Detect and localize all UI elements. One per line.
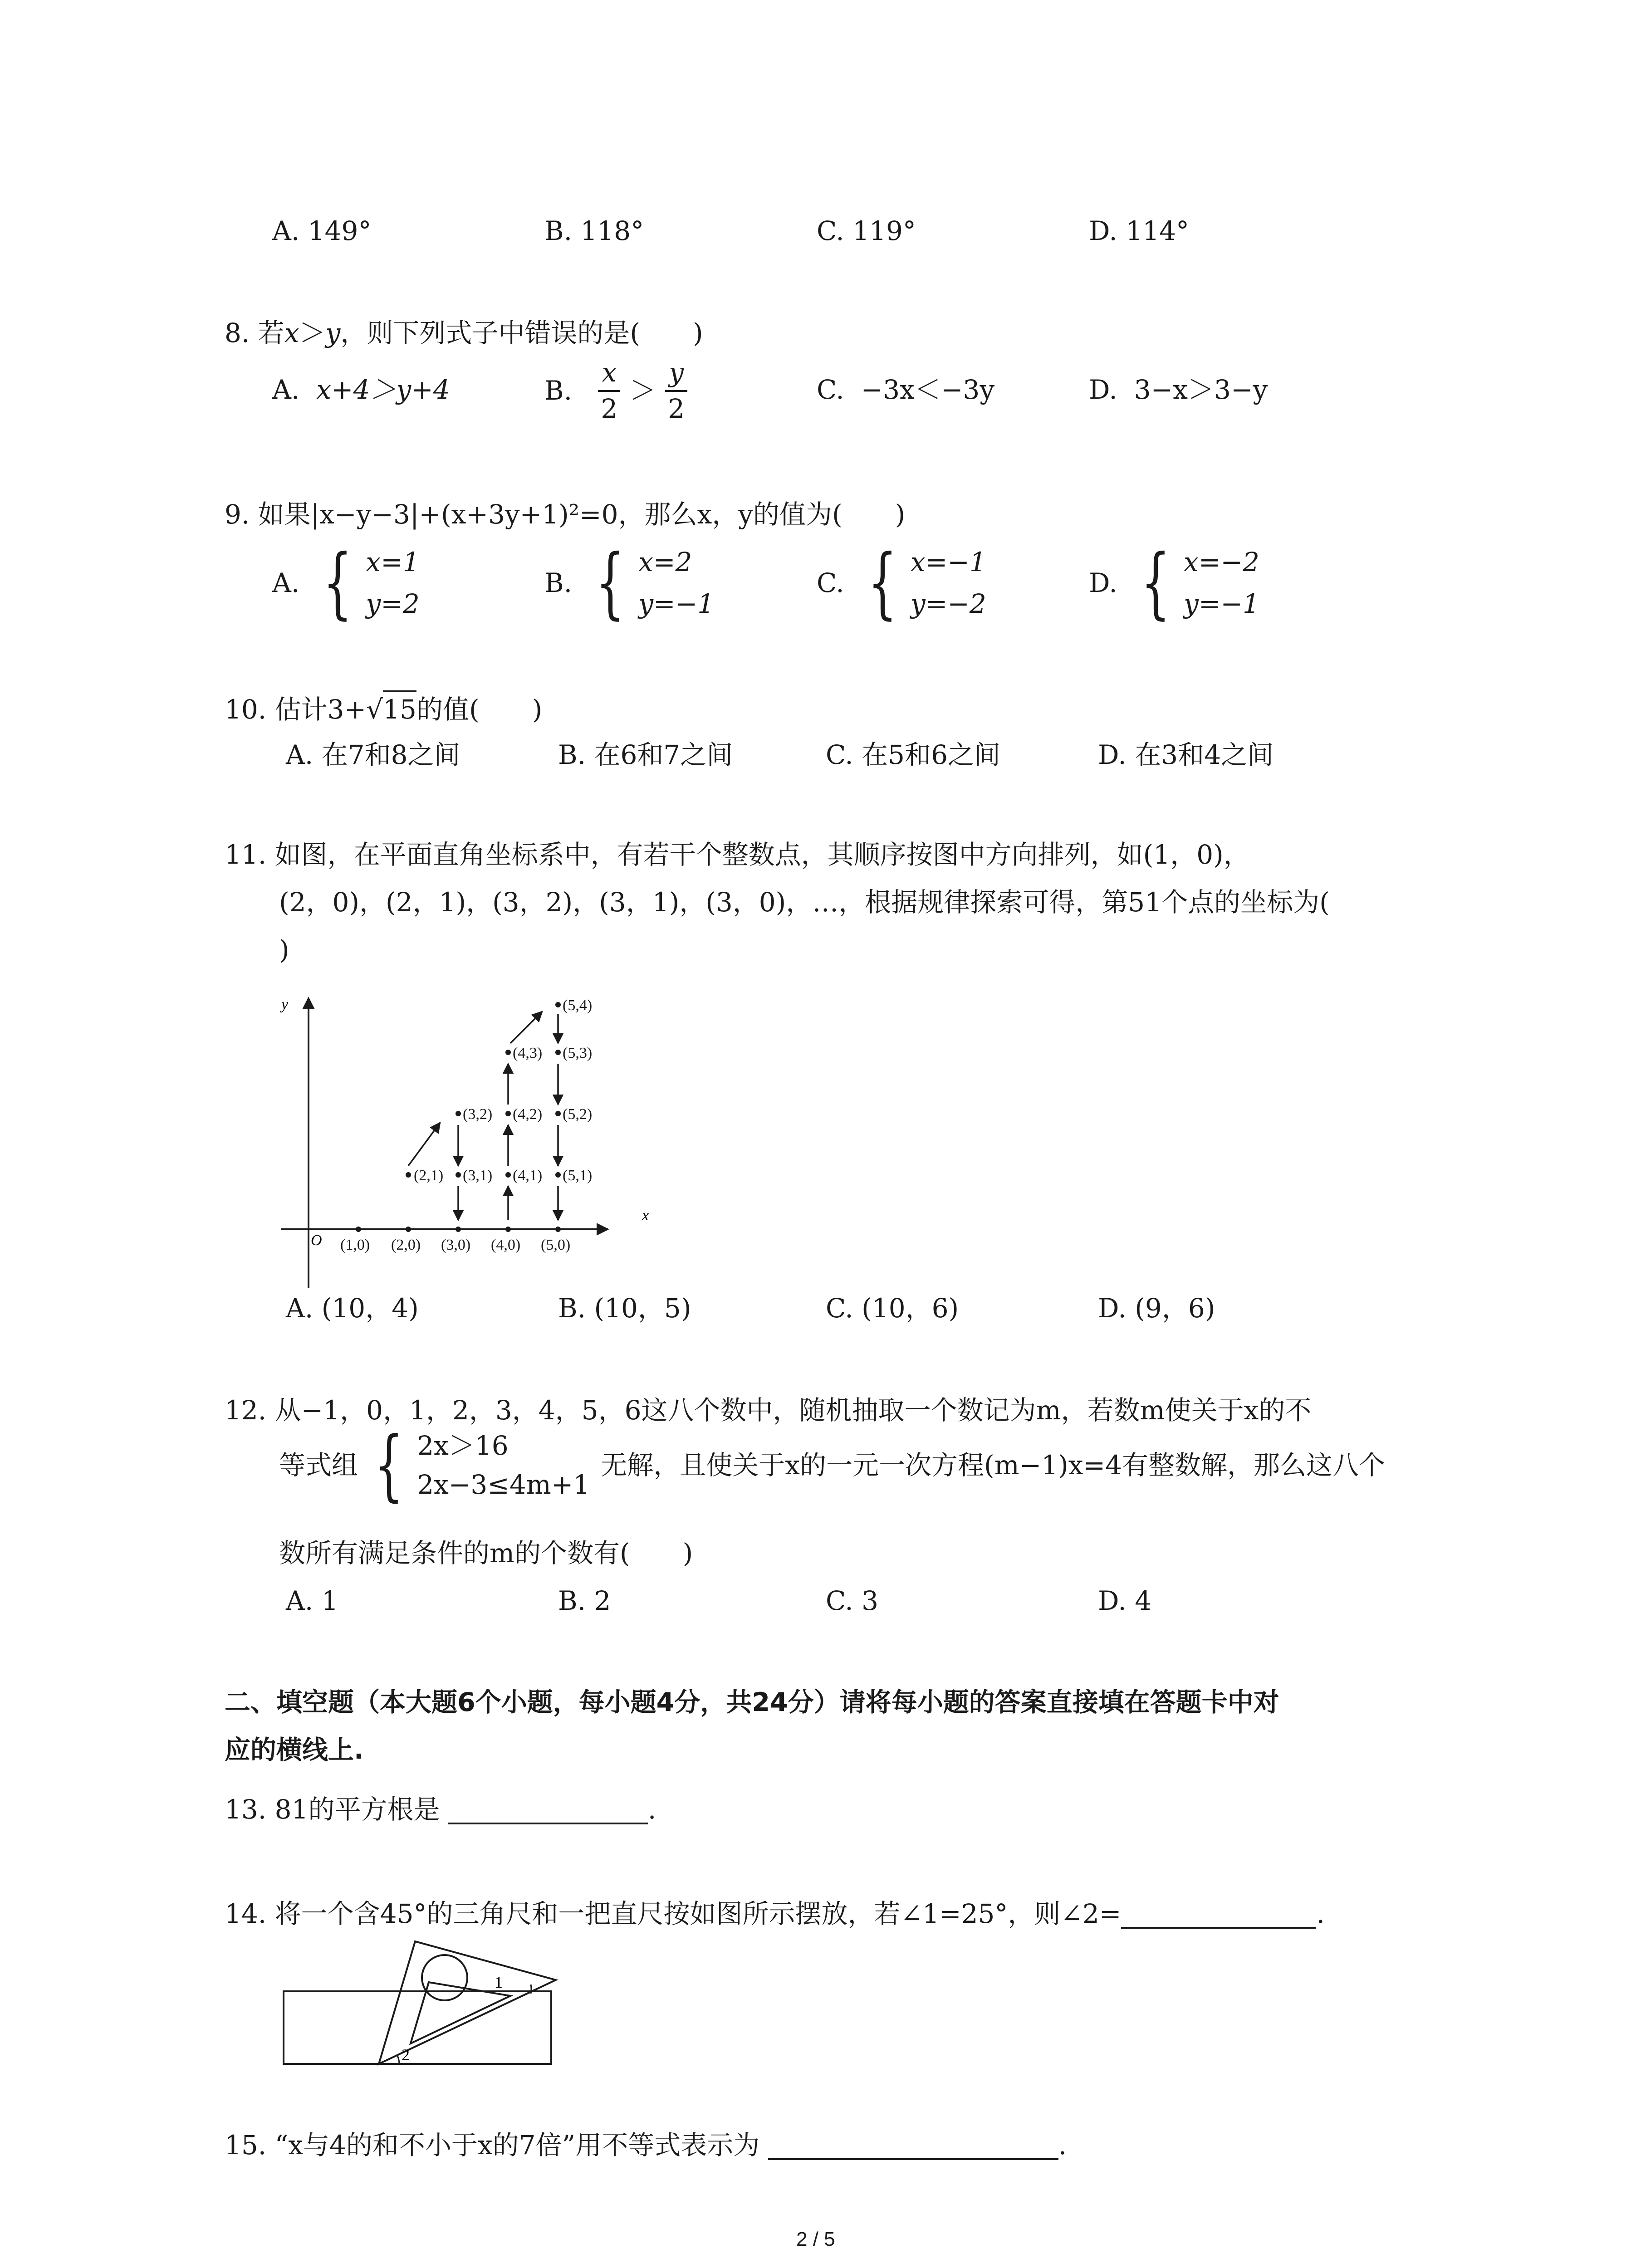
q12-option-b: B. 2	[558, 1585, 611, 1616]
point	[456, 1172, 461, 1178]
q9-option-c	[817, 538, 986, 628]
section-2-heading-line2: 应的横线上.	[225, 1735, 364, 1765]
q14-text: 14. 将一个含45°的三角尺和一把直尺按如图所示摆放，若∠1=25°，则∠2=	[225, 1898, 1122, 1929]
triangle-hole	[422, 1955, 467, 2000]
point-label: (2,0)	[391, 1237, 421, 1253]
q11-option-b: B. (10，5)	[558, 1293, 691, 1324]
q8-option-d-expr: 3−x＞3−y	[1134, 374, 1268, 405]
q12-stem-line3: 数所有满足条件的m的个数有( )	[279, 1538, 693, 1569]
q13-answer-blank[interactable]	[448, 1796, 648, 1824]
q12-inequality-1: 2x＞16	[417, 1430, 509, 1461]
point-label: (5,1)	[563, 1167, 593, 1184]
q8-option-c-expr: −3x＜−3y	[861, 374, 995, 405]
point	[555, 1050, 561, 1055]
q9-option-c-system: x=−1 y=−2	[910, 547, 986, 619]
q9-option-b-system: x=2 y=−1	[638, 547, 715, 619]
q9-option-d-system: x=−2 y=−1	[1184, 547, 1259, 619]
q11-option-d: D. (9，6)	[1098, 1293, 1215, 1324]
q15-end: .	[1058, 2130, 1067, 2160]
point-label: (5,4)	[563, 997, 593, 1014]
q9-option-d-label: D.	[1089, 567, 1117, 598]
q11-stem-line3: )	[279, 934, 289, 965]
q9-option-d	[1089, 538, 1259, 628]
q8-option-c	[817, 376, 994, 403]
q8-var-x: x	[284, 318, 299, 348]
point-label: (4,0)	[491, 1237, 521, 1253]
q11-figure	[272, 966, 681, 1297]
q12-inequality-2: 2x−3≤4m+1	[417, 1469, 590, 1500]
q13-text: 13. 81的平方根是	[225, 1794, 440, 1825]
point-label: (4,1)	[513, 1167, 543, 1184]
q14-answer-blank[interactable]	[1121, 1901, 1316, 1929]
page-number: 2 / 5	[796, 2228, 835, 2250]
point-label: (4,3)	[513, 1045, 543, 1061]
q12-inequality-system	[417, 1432, 590, 1498]
q7-option-d: D. 114°	[1089, 215, 1190, 246]
q9-option-b-label: B.	[544, 567, 573, 598]
q13-end: .	[647, 1794, 656, 1825]
q12-stem-line2	[279, 1420, 1385, 1510]
q9-option-b	[544, 538, 715, 628]
q12-text-post: 无解，且使关于x的一元一次方程(m−1)x=4有整数解，那么这八个	[601, 1450, 1385, 1481]
q8-number: 8.	[225, 318, 250, 348]
angle-1-label: 1	[495, 1973, 503, 1991]
q9-option-a	[272, 538, 420, 628]
q8-option-d	[1089, 376, 1268, 403]
q12-option-c: C. 3	[826, 1585, 879, 1616]
q10-option-b: B. 在6和7之间	[558, 739, 733, 770]
q10-text-pre: 10. 估计3+	[225, 694, 367, 725]
point-label: (3,1)	[463, 1167, 493, 1184]
arrow-icon	[408, 1123, 440, 1166]
q8-option-b-label: B.	[544, 375, 573, 406]
q9-option-a-system: x=1 y=2	[366, 547, 420, 619]
q8-text-pre: 若	[258, 318, 284, 348]
q14	[225, 1898, 1325, 1929]
q9-option-a-label: A.	[272, 567, 300, 598]
brace-icon: {	[323, 538, 353, 628]
point	[356, 1227, 361, 1232]
q8-option-a-expr: x+4＞y+4	[316, 374, 450, 405]
point-labels	[340, 997, 592, 1253]
q12-stem-line1: 12. 从−1，0，1，2，3，4，5，6这八个数中，随机抽取一个数记为m，若数m使关于x的不	[225, 1395, 1312, 1426]
point-label: (3,2)	[463, 1106, 493, 1123]
q14-figure	[279, 1937, 569, 2068]
origin-label: O	[311, 1232, 322, 1249]
q8-option-b-gt: ＞	[629, 375, 656, 406]
point-label: (5,3)	[563, 1045, 593, 1061]
point	[505, 1172, 511, 1178]
point	[505, 1111, 511, 1116]
q10-stem	[225, 696, 542, 723]
q8-option-a	[272, 376, 450, 403]
point	[555, 1002, 561, 1007]
q10-radicand: 15	[383, 690, 416, 725]
point	[456, 1227, 461, 1232]
q9-option-c-label: C.	[817, 567, 844, 598]
x-axis-label: x	[642, 1207, 649, 1224]
brace-icon: {	[1141, 538, 1171, 628]
point-label: (3,0)	[441, 1237, 471, 1253]
q9-stem: 9. 如果|x−y−3|+(x+3y+1)²=0，那么x，y的值为( )	[225, 499, 906, 530]
point	[555, 1111, 561, 1116]
point	[406, 1227, 411, 1232]
q7-option-b: B. 118°	[544, 215, 644, 246]
point	[555, 1172, 561, 1178]
q11-option-c: C. (10，6)	[826, 1293, 959, 1324]
q7-option-c: C. 119°	[817, 215, 916, 246]
y-axis-label: y	[281, 996, 289, 1013]
point-label: (5,0)	[541, 1237, 571, 1253]
q15-answer-blank[interactable]	[768, 2132, 1058, 2160]
q7-option-a: A. 149°	[272, 215, 372, 246]
q12-option-d: D. 4	[1098, 1585, 1152, 1616]
q11-stem-line1: 11. 如图，在平面直角坐标系中，有若干个整数点，其顺序按图中方向排列，如(1，0)，	[225, 839, 1250, 870]
section-2-heading-line1: 二、填空题（本大题6个小题，每小题4分，共24分）请将每小题的答案直接填在答题卡中对	[225, 1687, 1279, 1717]
q15	[225, 2132, 1067, 2160]
angle-2-label: 2	[402, 2046, 410, 2064]
q8-var-y: y	[325, 318, 341, 348]
ruler	[284, 1991, 551, 2064]
angle-2-arc	[397, 2055, 399, 2064]
q10-text-post: 的值( )	[416, 694, 543, 725]
q15-text: 15. “x与4的和不小于x的7倍”用不等式表示为	[225, 2130, 760, 2160]
q10-option-d: D. 在3和4之间	[1098, 739, 1274, 770]
q8-option-c-label: C.	[817, 374, 844, 405]
point-label: (4,2)	[513, 1106, 543, 1123]
q8-text-post: ，则下列式子中错误的是( )	[340, 318, 703, 348]
q13	[225, 1796, 656, 1824]
brace-icon: {	[374, 1420, 404, 1510]
brace-icon: {	[595, 538, 625, 628]
q14-end: .	[1316, 1898, 1325, 1929]
q12-option-a: A. 1	[286, 1585, 338, 1616]
q11-stem-line2: (2，0)，(2，1)，(3，2)，(3，1)，(3，0)，…，根据规律探索可得，第51个点的坐标为(	[279, 887, 1330, 918]
point	[505, 1050, 511, 1055]
q8-stem	[225, 320, 703, 346]
q8-option-b-frac2: $\frac{y}{2}$	[664, 358, 688, 424]
q11-option-a: A. (10，4)	[286, 1293, 419, 1324]
point	[555, 1227, 561, 1232]
point	[406, 1172, 411, 1178]
point	[456, 1111, 461, 1116]
q8-option-b	[544, 358, 688, 424]
sqrt-icon: √	[366, 694, 383, 725]
point-label: (1,0)	[340, 1237, 370, 1253]
q8-option-d-label: D.	[1089, 374, 1117, 405]
q10-option-a: A. 在7和8之间	[286, 739, 460, 770]
point-label: (5,2)	[563, 1106, 593, 1123]
q10-option-c: C. 在5和6之间	[826, 739, 1000, 770]
q8-option-a-label: A.	[272, 374, 300, 405]
brace-icon: {	[867, 538, 897, 628]
arrow-icon	[510, 1012, 542, 1043]
q8-option-b-frac1: $\frac{x}{2}$	[597, 358, 621, 424]
point	[505, 1227, 511, 1232]
q8-gt: ＞	[299, 318, 326, 348]
q12-text-pre: 等式组	[279, 1450, 358, 1481]
point-label: (2,1)	[414, 1167, 444, 1184]
